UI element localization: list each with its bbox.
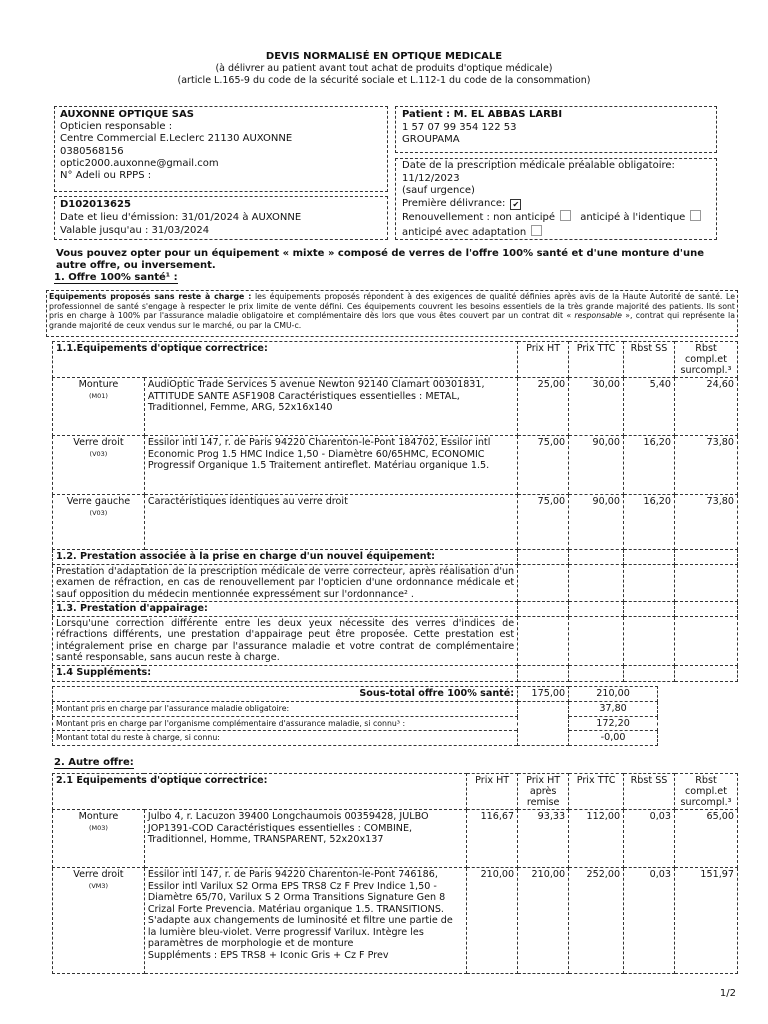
optician-email: optic2000.auxonne@gmail.com (60, 157, 219, 169)
item-rbst-ss: 16,20 (624, 436, 675, 495)
item-label: Monture (78, 379, 119, 390)
item-prix-ht: 75,00 (518, 495, 569, 550)
item-rbst-compl: 151,97 (674, 868, 737, 974)
item-supplements: Suppléments : EPS TRS8 + Iconic Gris + Cz F Prev (147, 949, 389, 961)
col2-rbst-compl: Rbst compl.et surcompl.³ (674, 774, 737, 810)
item-rbst-compl: 65,00 (674, 810, 737, 868)
renewal-label: Renouvellement : non anticipé (402, 212, 556, 223)
patient-name: Patient : M. EL ABBAS LARBI (402, 109, 563, 120)
col-prix-ht: Prix HT (518, 342, 569, 378)
col2-prix-ht: Prix HT (467, 774, 518, 810)
item-rbst-ss: 5,40 (624, 378, 675, 436)
patient-number: 1 57 07 99 354 122 53 (402, 121, 517, 133)
table-row (53, 868, 738, 974)
section-1-2-text: Prestation d'adaptation de la prescription médicale de verre correcteur, après réalisation d'un examen de réfraction, en cas de renouvellement par l'opticien d'une ordonnance médicale et sauf opposition du médecin mentionnée expressément sur l'ordonnance² . (53, 564, 518, 602)
renewal-not-anticipated-checkbox[interactable] (560, 210, 571, 221)
quote-id: D102013625 (60, 199, 131, 210)
col2-rbst-ss: Rbst SS (624, 774, 675, 810)
offer2-title: 2. Autre offre: (54, 757, 134, 768)
item-prix-ht: 75,00 (518, 436, 569, 495)
patient-box (395, 106, 717, 153)
offer1-table (52, 341, 738, 682)
subtotal-label: Sous-total offre 100% santé: (53, 687, 518, 702)
offer1-title: 1. Offre 100% santé¹ : (54, 272, 178, 283)
col-rbst-compl: Rbst compl.et surcompl.³ (674, 342, 737, 378)
col2-prix-ht-remise: Prix HT après remise (518, 774, 569, 810)
item-description: Caractéristiques identiques au verre droit (144, 495, 517, 550)
rac-label: Montant total du reste à charge, si connu: (53, 731, 518, 746)
quote-box (54, 196, 388, 240)
item-rbst-compl: 73,80 (674, 436, 737, 495)
optician-name: AUXONNE OPTIQUE SAS (60, 109, 194, 120)
rac-value: -0,00 (569, 731, 658, 746)
item-prix-ttc: 90,00 (569, 495, 624, 550)
item-rbst-compl: 24,60 (674, 378, 737, 436)
offer1-subtotal-table (52, 686, 658, 746)
item-prix-ht-remise: 93,33 (518, 810, 569, 868)
item-rbst-ss: 16,20 (624, 495, 675, 550)
section-1-4-title: 1.4 Suppléments: (53, 665, 518, 681)
offer1-section-title: 1.1.Equipements d'optique correctrice: (53, 342, 518, 378)
table-row (53, 495, 738, 550)
header-subtitle: (à délivrer au patient avant tout achat de produits d'optique médicale) (215, 63, 553, 74)
item-label: Verre droit (73, 437, 124, 448)
col2-prix-ttc: Prix TTC (569, 774, 624, 810)
col-prix-ttc: Prix TTC (569, 342, 624, 378)
offer1-info-text: les équipements proposés répondent à des exigences de qualité définies après avis de la Haute Autorité de santé. Le professionnel de santé s'engage à respecter le prix limite de vente défini. Ces équipements couvrent les besoins essentiels de la très grande majorité des patients. Ils sont pris en charge à 100% par l'assurance maladie obligatoire et complémentaire dès lors que vous êtes couvert par un contrat dit « (49, 292, 735, 321)
prescription-box (395, 158, 717, 240)
item-prix-ht: 210,00 (467, 868, 518, 974)
item-rbst-ss: 0,03 (624, 810, 675, 868)
item-code: (V03) (89, 508, 108, 517)
header-legal-reference: (article L.165-9 du code de la sécurité sociale et L.112-1 du code de la consommation) (177, 75, 591, 86)
item-label: Monture (78, 811, 119, 822)
item-prix-ht: 25,00 (518, 378, 569, 436)
section-1-3-title: 1.3. Prestation d'appairage: (53, 602, 518, 617)
amc-label: Montant pris en charge par l'organisme complémentaire d'assurance maladie, si connu³ : (53, 716, 518, 731)
quote-issue-date: Date et lieu d'émission: 31/01/2024 à AUXONNE (60, 212, 302, 223)
optician-phone: 0380568156 (60, 145, 124, 157)
item-label: Verre gauche (66, 496, 131, 507)
offer1-info-heading: Equipements proposés sans reste à charge : (49, 292, 252, 301)
item-label: Verre droit (73, 869, 124, 880)
item-rbst-compl: 73,80 (674, 495, 737, 550)
patient-insurer: GROUPAMA (402, 134, 460, 145)
table-row (53, 436, 738, 495)
table-row (53, 810, 738, 868)
amo-label: Montant pris en charge par l'assurance maladie obligatoire: (53, 702, 518, 717)
renewal-identical-label: anticipé à l'identique (580, 212, 686, 223)
col-rbst-ss: Rbst SS (624, 342, 675, 378)
item-code: (V03) (89, 449, 108, 458)
amo-value: 37,80 (569, 702, 658, 717)
mixte-note: Vous pouvez opter pour un équipement « mixte » composé de verres de l'offre 100% santé et d'une monture d'une autre offre, ou inversement. (56, 248, 704, 271)
item-code: (VM3) (88, 881, 109, 890)
item-prix-ttc: 112,00 (569, 810, 624, 868)
optician-adeli: N° Adeli ou RPPS : (60, 170, 152, 182)
prescription-urgency: (sauf urgence) (402, 185, 475, 196)
optician-responsible: Opticien responsable : (60, 121, 173, 133)
offer1-info-italic: responsable (574, 311, 622, 321)
offer2-section-title: 2.1 Equipements d'optique correctrice: (53, 774, 467, 810)
section-1-3-text: Lorsqu'une correction différente entre les deux yeux nécessite des verres d'indices de réfractions différents, une prestation d'appairage peut être proposée. Cette prestation est intégralement prise en charge par l'assurance maladie et votre contrat de complémentaire santé responsable, sans aucun reste à charge. (53, 616, 518, 665)
item-code: (M01) (88, 391, 108, 400)
subtotal-ht: 175,00 (518, 687, 569, 702)
item-description: AudiOptic Trade Services 5 avenue Newton 92140 Clamart 00301831, ATTITUDE SANTE ASF1908 Caractéristiques essentielles : METAL, Traditionnel, Femme, ARG, 52x16x140 (144, 378, 517, 436)
optician-address: Centre Commercial E.Leclerc 21130 AUXONNE (60, 133, 293, 145)
item-description: Essilor intl 147, r. de Paris 94220 Charenton-le-Pont 184702, Essilor intl Economic Prog 1.5 HMC Indice 1,50 - Diamètre 60/65HMC, ECONOMIC Progressif Organique 1.5 Traitement antireflet. Matériau organique 1.5. (144, 436, 517, 495)
prescription-label: Date de la prescription médicale préalable obligatoire: (402, 160, 675, 171)
optician-box (54, 106, 388, 192)
prescription-date: 11/12/2023 (402, 172, 460, 184)
page-number: 1/2 (719, 988, 736, 999)
first-delivery-label: Première délivrance: (402, 197, 506, 209)
amc-value: 172,20 (569, 716, 658, 731)
renewal-adapted-checkbox[interactable] (531, 225, 542, 236)
renewal-identical-checkbox[interactable] (690, 210, 701, 221)
item-description: Essilor intl 147, r. de Paris 94220 Charenton-le-Pont 746186, Essilor intl Varilux S2 Orma EPS TRS8 Cz F Prev Indice 1,50 - Diamètre 65/70, Varilux S 2 Orma Transitions Signature Gen 8 Crizal Forte Prevencia. Matériau organique 1.5. TRANSITIONS. S'adapte aux changements de luminosité et filtre une partie de la lumière bleu-violet. Verre progressif Varilux. Intègre les paramètres de morphologie et de monture (147, 869, 453, 949)
offer1-info-text-end: », contrat qui représente la grande majorité de ceux vendus sur le marché, ou par la CMU-c. (49, 311, 735, 330)
offer1-info-box (46, 290, 738, 337)
item-rbst-ss: 0,03 (624, 868, 675, 974)
item-prix-ht: 116,67 (467, 810, 518, 868)
first-delivery-checkbox[interactable]: ✔ (510, 199, 521, 210)
item-prix-ht-remise: 210,00 (518, 868, 569, 974)
quote-valid-until: Valable jusqu'au : 31/03/2024 (60, 225, 210, 236)
table-row (53, 378, 738, 436)
item-code: (M03) (88, 823, 108, 832)
item-prix-ttc: 90,00 (569, 436, 624, 495)
item-prix-ttc: 30,00 (569, 378, 624, 436)
item-prix-ttc: 252,00 (569, 868, 624, 974)
offer2-table (52, 773, 738, 974)
subtotal-ttc: 210,00 (569, 687, 658, 702)
item-description: Julbo 4, r. Lacuzon 39400 Longchaumois 00359428, JULBO JOP1391-COD Caractéristiques essentielles : COMBINE, Traditionnel, Homme, TRANSPARENT, 52x20x137 (144, 810, 466, 868)
renewal-adapted-label: anticipé avec adaptation (402, 226, 527, 238)
document-title: DEVIS NORMALISÉ EN OPTIQUE MEDICALE (265, 51, 503, 62)
section-1-2-title: 1.2. Prestation associée à la prise en charge d'un nouvel équipement: (53, 550, 518, 565)
